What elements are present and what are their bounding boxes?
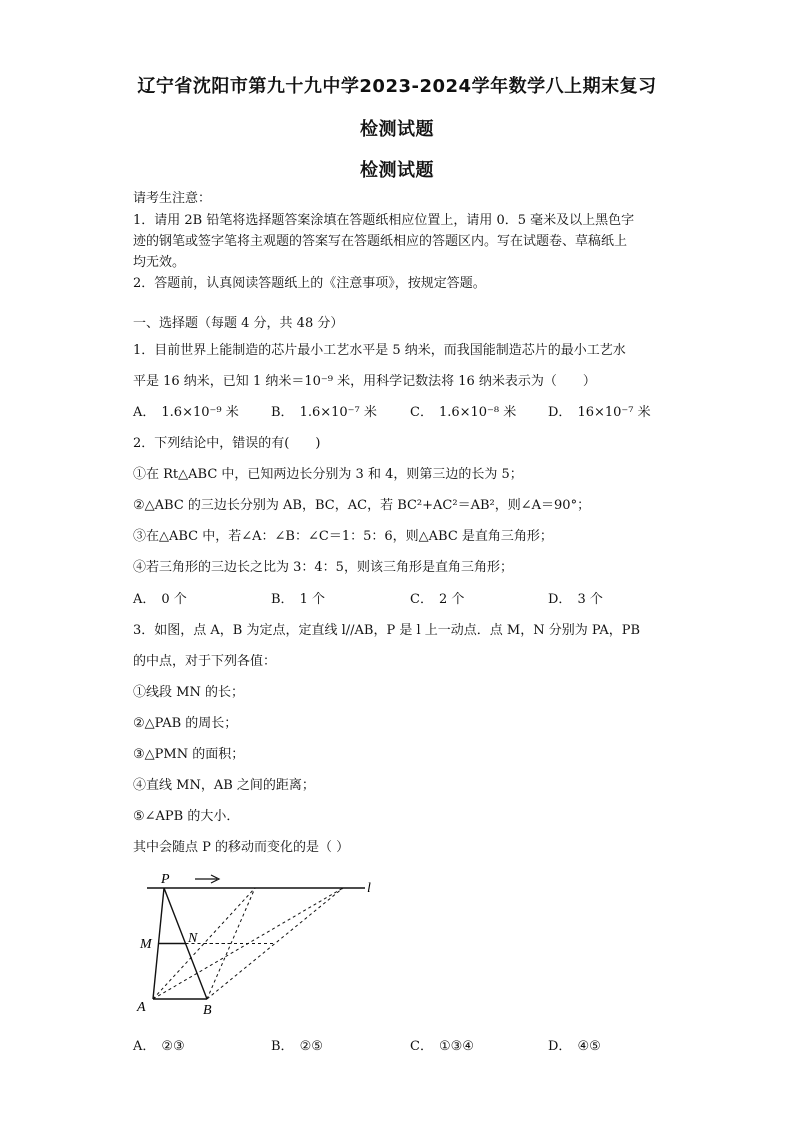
q1-option-b[interactable] — [271, 401, 377, 420]
q1-stem-line-2: 平是 16 纳米，已知 1 纳米＝10⁻⁹ 米，用科学记数法将 16 纳米表示为（ ） — [133, 374, 596, 389]
option-letter: D． — [548, 592, 572, 607]
notice-heading: 请考生注意： — [133, 191, 212, 206]
dashed-b-p3 — [207, 888, 343, 999]
q3-option-c[interactable] — [410, 1035, 474, 1054]
label-l: l — [367, 881, 371, 896]
q2-option-b[interactable] — [271, 588, 325, 607]
q3-item-5: ⑤∠APB 的大小． — [133, 809, 240, 824]
option-letter: D． — [548, 1039, 572, 1054]
q2-statement-1: ①在 Rt△ABC 中，已知两边长分别为 3 和 4，则第三边的长为 5； — [133, 467, 523, 482]
option-text: ④⑤ — [577, 1039, 601, 1054]
q3-item-2: ②△PAB 的周长； — [133, 716, 238, 731]
title-line-1: 辽宁省沈阳市第九十九中学2023-2024学年数学八上期末复习 — [137, 76, 657, 97]
notice-item-1c: 均无效。 — [133, 255, 186, 270]
section-heading: 一、选择题（每题 4 分，共 48 分） — [133, 316, 344, 331]
option-letter: A． — [133, 1039, 156, 1054]
geometry-figure — [133, 868, 383, 1020]
label-a: A — [137, 1000, 146, 1015]
option-letter: C． — [410, 1039, 433, 1054]
option-text: ②⑤ — [299, 1039, 323, 1054]
label-b: B — [203, 1003, 212, 1018]
q3-option-b[interactable] — [271, 1035, 323, 1054]
option-text: ①③④ — [438, 1039, 474, 1054]
notice-item-1b: 迹的钢笔或签字笔将主观题的答案写在答题纸相应的答题区内。写在试题卷、草稿纸上 — [133, 234, 628, 249]
option-text: 16×10⁻⁷ 米 — [577, 405, 651, 420]
q3-item-1: ①线段 MN 的长； — [133, 685, 244, 700]
q2-option-a[interactable] — [133, 588, 187, 607]
q2-statement-3: ③在△ABC 中，若∠A：∠B：∠C＝1：5：6，则△ABC 是直角三角形； — [133, 529, 553, 544]
q3-item-4: ④直线 MN，AB 之间的距离； — [133, 778, 315, 793]
q1-option-a[interactable] — [133, 401, 239, 420]
title-line-3: 检测试题 — [360, 160, 434, 181]
option-text: 1.6×10⁻⁹ 米 — [161, 405, 239, 420]
label-p: P — [161, 872, 170, 887]
option-text: 2 个 — [438, 592, 465, 607]
option-text: 1.6×10⁻⁸ 米 — [438, 405, 517, 420]
q2-statement-2: ②△ABC 的三边长分别为 AB，BC，AC，若 BC²+AC²＝AB²，则∠A＝90°； — [133, 498, 591, 513]
q2-option-c[interactable] — [410, 588, 464, 607]
option-letter: A． — [133, 405, 156, 420]
option-letter: C． — [410, 405, 433, 420]
option-letter: C． — [410, 592, 433, 607]
option-text: 3 个 — [577, 592, 603, 607]
q1-stem-line-1: 1．目前世界上能制造的芯片最小工艺水平是 5 纳米，而我国能制造芯片的最小工艺水 — [133, 343, 626, 358]
q3-ask: 其中会随点 P 的移动而变化的是（ ） — [133, 840, 350, 855]
q2-statement-4: ④若三角形的三边长之比为 3：4：5，则该三角形是直角三角形； — [133, 560, 513, 575]
q3-stem-line-1: 3．如图，点 A，B 为定点，定直线 l//AB，P 是 l 上一动点．点 M，N 分别为 PA，PB — [133, 623, 641, 638]
option-text: 0 个 — [161, 592, 187, 607]
option-letter: D． — [548, 405, 572, 420]
q3-item-3: ③△PMN 的面积； — [133, 747, 245, 762]
q3-option-d[interactable] — [548, 1035, 601, 1054]
q2-option-d[interactable] — [548, 588, 603, 607]
q1-option-c[interactable] — [410, 401, 516, 420]
notice-item-2: 2．答题前，认真阅读答题纸上的《注意事项》，按规定答题。 — [133, 276, 486, 291]
label-m: M — [140, 937, 152, 952]
option-text: 1.6×10⁻⁷ 米 — [299, 405, 377, 420]
title-line-2: 检测试题 — [360, 119, 434, 140]
q2-stem: 2．下列结论中，错误的有( ) — [133, 436, 321, 451]
option-letter: A． — [133, 592, 156, 607]
q3-stem-line-2: 的中点，对于下列各值： — [133, 654, 277, 669]
notice-item-1a: 1．请用 2B 铅笔将选择题答案涂填在答题纸相应位置上，请用 0．5 毫米及以上黑色字 — [133, 213, 635, 228]
option-letter: B． — [271, 405, 294, 420]
option-text: 1 个 — [299, 592, 325, 607]
label-n: N — [188, 931, 198, 946]
option-text: ②③ — [161, 1039, 185, 1054]
option-letter: B． — [271, 1039, 294, 1054]
q1-option-d[interactable] — [548, 401, 651, 420]
q3-option-a[interactable] — [133, 1035, 185, 1054]
option-letter: B． — [271, 592, 294, 607]
